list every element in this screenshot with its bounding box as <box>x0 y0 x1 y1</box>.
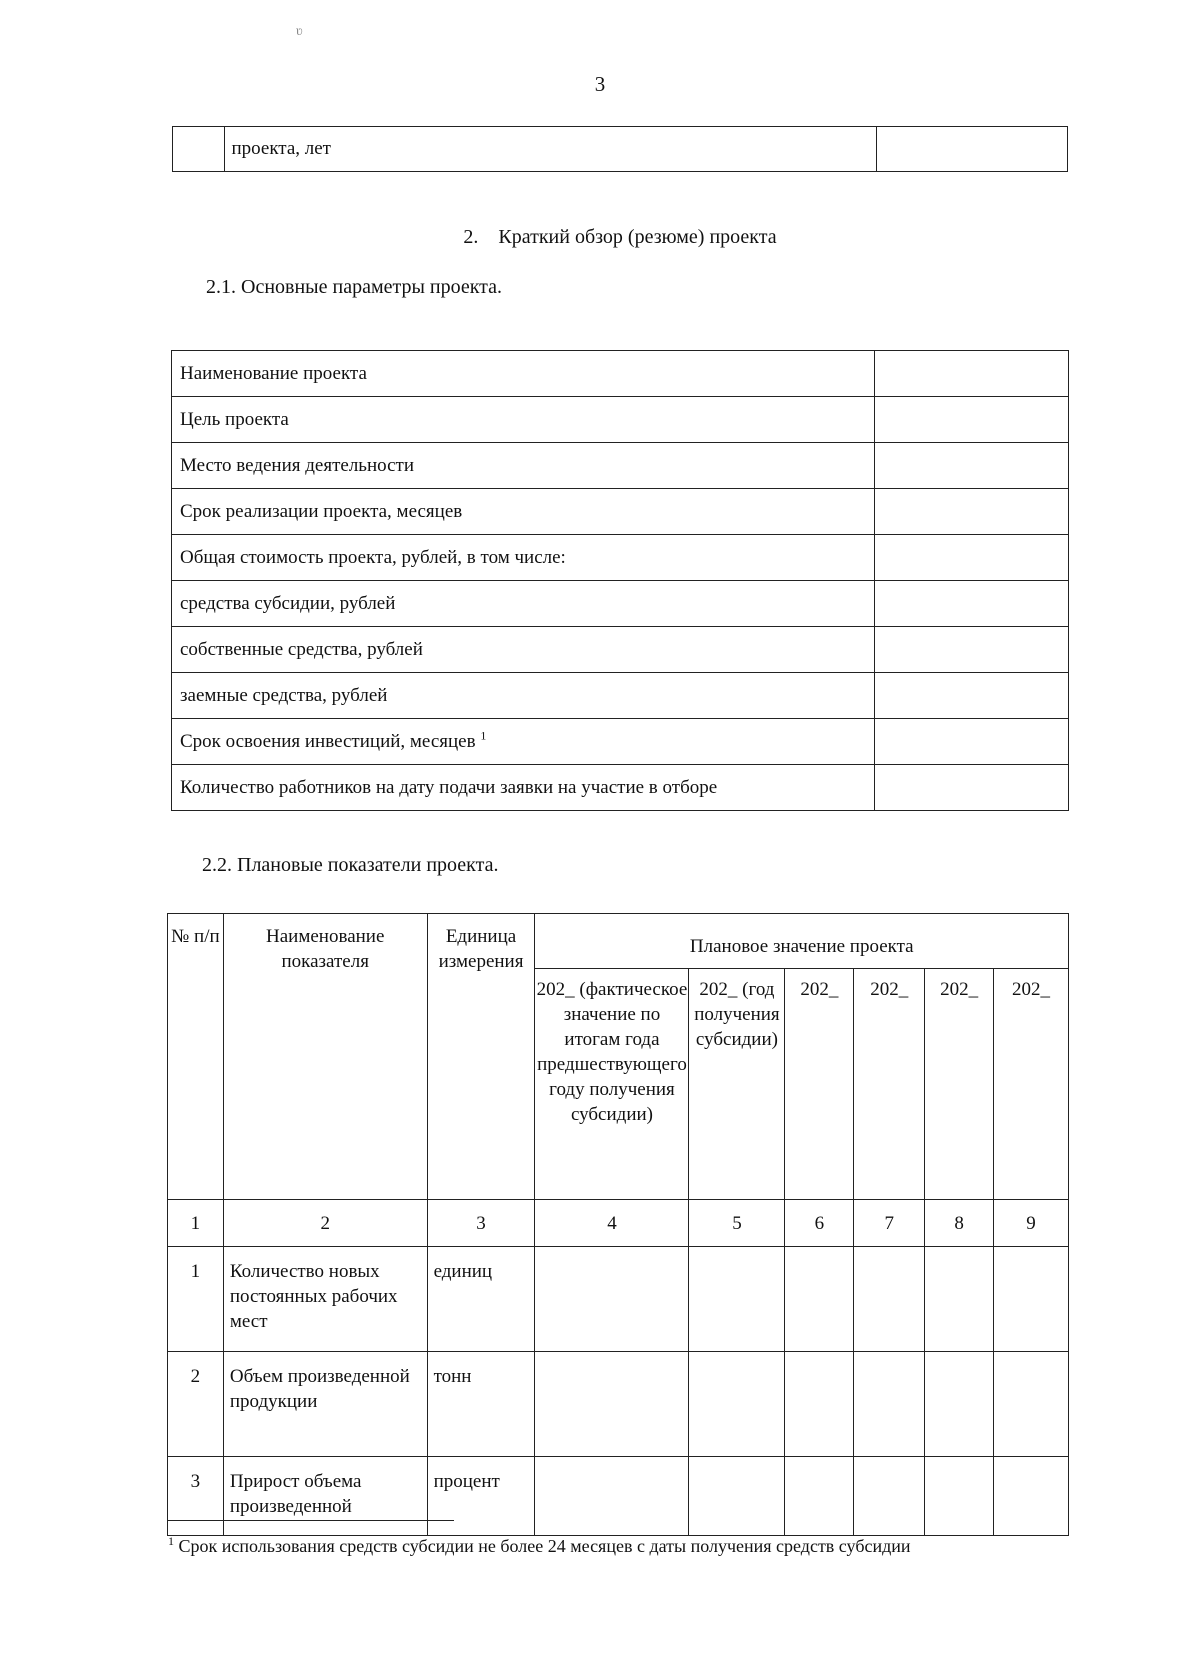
row-value <box>854 1352 925 1457</box>
row-value <box>689 1457 785 1536</box>
column-number: 1 <box>168 1200 224 1247</box>
column-number: 6 <box>785 1200 854 1247</box>
table-row <box>172 673 1069 719</box>
row-value <box>689 1352 785 1457</box>
param-value <box>875 397 1069 443</box>
row-value <box>994 1352 1069 1457</box>
column-number: 9 <box>994 1200 1069 1247</box>
column-number: 5 <box>689 1200 785 1247</box>
header-name: Наименование показателя <box>223 914 427 1200</box>
param-label: Срок реализации проекта, месяцев <box>172 489 875 535</box>
table-row <box>168 1457 1069 1536</box>
column-number: 8 <box>925 1200 994 1247</box>
table-row <box>168 1247 1069 1352</box>
column-number: 7 <box>854 1200 925 1247</box>
row-unit: тонн <box>427 1352 535 1457</box>
page-number: 3 <box>594 72 606 96</box>
param-label: Количество работников на дату подачи заявки на участие в отборе <box>172 765 875 811</box>
header-year: 202_ <box>854 969 925 1200</box>
param-value <box>875 489 1069 535</box>
header-year: 202_ <box>785 969 854 1200</box>
header-year: 202_ <box>925 969 994 1200</box>
column-number: 2 <box>223 1200 427 1247</box>
row-value <box>689 1247 785 1352</box>
row-value <box>994 1457 1069 1536</box>
row-value <box>535 1247 689 1352</box>
table-row <box>168 1352 1069 1457</box>
param-label-text: Срок освоения инвестиций, месяцев <box>180 730 476 752</box>
table-cell-label: проекта, лет <box>225 127 876 172</box>
table-row <box>172 489 1069 535</box>
table-row <box>172 765 1069 811</box>
row-num: 3 <box>168 1457 224 1536</box>
row-value <box>535 1352 689 1457</box>
header-plan: Плановое значение проекта <box>535 914 1069 969</box>
param-value <box>875 581 1069 627</box>
param-label: собственные средства, рублей <box>172 627 875 673</box>
row-value <box>785 1352 854 1457</box>
header-unit: Единица измерения <box>427 914 535 1200</box>
row-value <box>925 1247 994 1352</box>
row-value <box>854 1457 925 1536</box>
footnote-separator <box>168 1520 454 1521</box>
param-label: средства субсидии, рублей <box>172 581 875 627</box>
header-year: 202_ <box>994 969 1069 1200</box>
table-row <box>173 127 1068 172</box>
header-row <box>168 914 1069 969</box>
footnote-text: Срок использования средств субсидии не более 24 месяцев с даты получения средств субсидии <box>178 1536 911 1556</box>
section-title: 2. Краткий обзор (резюме) проекта <box>463 226 777 248</box>
footnote-number: 1 <box>168 1534 174 1548</box>
row-name: Количество новых постоянных рабочих мест <box>223 1247 427 1352</box>
row-name: Прирост объема произведенной <box>223 1457 427 1536</box>
row-value <box>925 1457 994 1536</box>
subsection-title-params: 2.1. Основные параметры проекта. <box>206 276 503 298</box>
param-value <box>875 765 1069 811</box>
table-row <box>172 535 1069 581</box>
row-value <box>785 1457 854 1536</box>
param-value <box>875 627 1069 673</box>
table-row <box>172 443 1069 489</box>
project-params-table <box>171 350 1069 811</box>
table-row <box>172 719 1069 765</box>
row-num: 1 <box>168 1247 224 1352</box>
row-num: 2 <box>168 1352 224 1457</box>
row-value <box>994 1247 1069 1352</box>
table-row <box>172 351 1069 397</box>
param-value <box>875 351 1069 397</box>
table-row <box>172 627 1069 673</box>
header-num: № п/п <box>168 914 224 1200</box>
param-value <box>875 719 1069 765</box>
row-unit: процент <box>427 1457 535 1536</box>
row-name: Объем произведенной продукции <box>223 1352 427 1457</box>
column-number-row <box>168 1200 1069 1247</box>
row-value <box>854 1247 925 1352</box>
scan-mark: ʋ <box>296 24 303 39</box>
footnote-marker: 1 <box>480 728 487 743</box>
param-value <box>875 673 1069 719</box>
column-number: 3 <box>427 1200 535 1247</box>
subsection-title-indicators: 2.2. Плановые показатели проекта. <box>202 854 499 876</box>
footnote <box>168 1536 911 1557</box>
param-label: Наименование проекта <box>172 351 875 397</box>
header-year-fact: 202_ (фактическое значение по итогам года предшествующего году получения субсидии) <box>535 969 689 1200</box>
table-row <box>172 581 1069 627</box>
row-unit: единиц <box>427 1247 535 1352</box>
continuation-table <box>172 126 1068 172</box>
param-value <box>875 535 1069 581</box>
param-label: заемные средства, рублей <box>172 673 875 719</box>
table-cell <box>173 127 225 172</box>
row-value <box>785 1247 854 1352</box>
table-cell-value <box>876 127 1067 172</box>
param-label: Общая стоимость проекта, рублей, в том числе: <box>172 535 875 581</box>
param-label-with-footnote <box>172 719 875 765</box>
param-label: Цель проекта <box>172 397 875 443</box>
header-year-subsidy: 202_ (год получения субсидии) <box>689 969 785 1200</box>
param-label: Место ведения деятельности <box>172 443 875 489</box>
row-value <box>925 1352 994 1457</box>
planned-indicators-table <box>167 913 1069 1536</box>
column-number: 4 <box>535 1200 689 1247</box>
row-value <box>535 1457 689 1536</box>
table-row <box>172 397 1069 443</box>
param-value <box>875 443 1069 489</box>
